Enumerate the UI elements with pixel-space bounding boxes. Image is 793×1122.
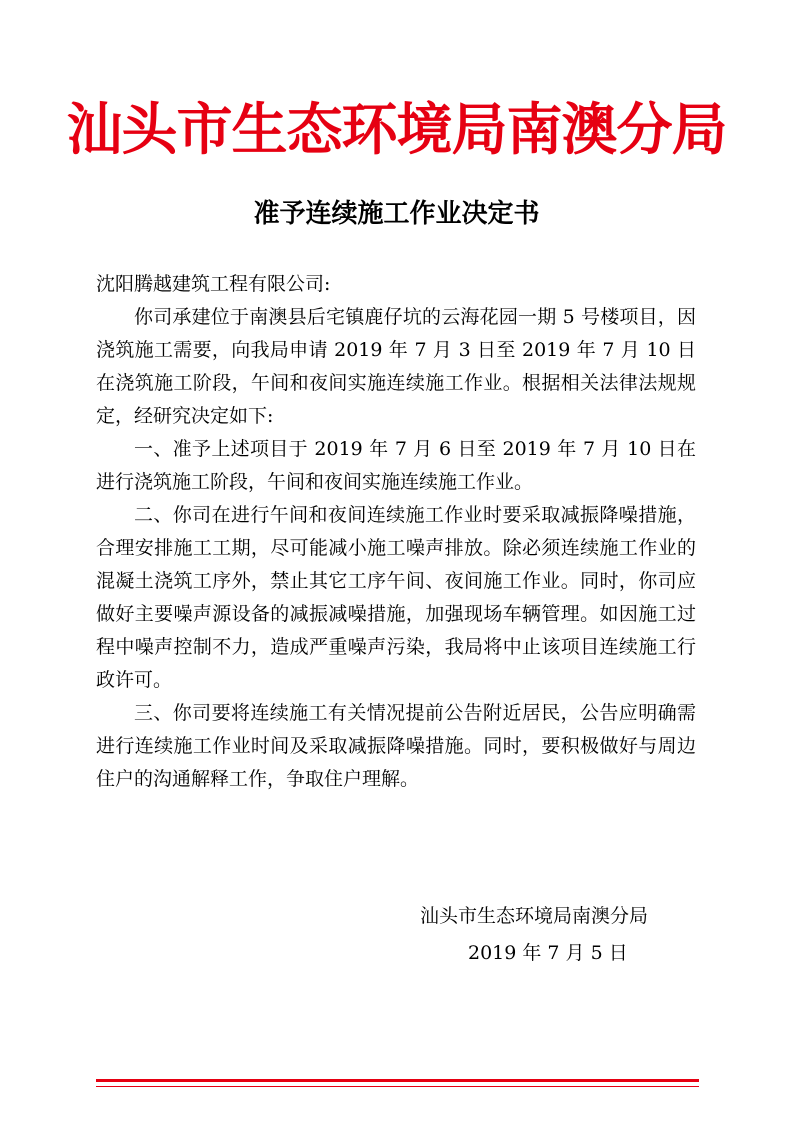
signature-date: 2019 年 7 月 5 日 (468, 942, 628, 964)
footer-rule-thin (96, 1086, 699, 1087)
paragraph-item-1: 一、准予上述项目于 2019 年 7 月 6 日至 2019 年 7 月 10 日在进行浇筑施工阶段，午间和夜间实施连续施工作业。 (96, 438, 696, 493)
paragraph-item-2: 二、你司在进行午间和夜间连续施工作业时要采取减振降噪措施，合理安排施工工期，尽可能减小施工噪声排放。除必须连续施工作业的混凝土浇筑工序外，禁止其它工序午间、夜间施工作业。同时，你司应做好主要噪声源设备的减振减噪措施，加强现场车辆管理。如因施工过程中噪声控制不力，造成严重噪声污染，我局将中止该项目连续施工行政许可。 (96, 504, 696, 691)
footer-rule-thick (96, 1079, 699, 1082)
document-body (96, 268, 696, 796)
signature-organization: 汕头市生态环境局南澳分局 (420, 905, 649, 927)
addressee: 沈阳腾越建筑工程有限公司: (96, 273, 331, 295)
issuing-authority-header: 汕头市生态环境局南澳分局 (66, 97, 727, 163)
paragraph-item-3: 三、你司要将连续施工有关情况提前公告附近居民，公告应明确需进行连续施工作业时间及采取减振降噪措施。同时，要积极做好与周边住户的沟通解释工作，争取住户理解。 (96, 702, 696, 790)
paragraph-intro: 你司承建位于南澳县后宅镇鹿仔坑的云海花园一期 5 号楼项目，因浇筑施工需要，向我局申请 2019 年 7 月 3 日至 2019 年 7 月 10 日在浇筑施工阶段，午间和夜间实施连续施工作业。根据相关法律法规规定，经研究决定如下: (96, 306, 696, 427)
document-title: 准予连续施工作业决定书 (253, 199, 540, 229)
